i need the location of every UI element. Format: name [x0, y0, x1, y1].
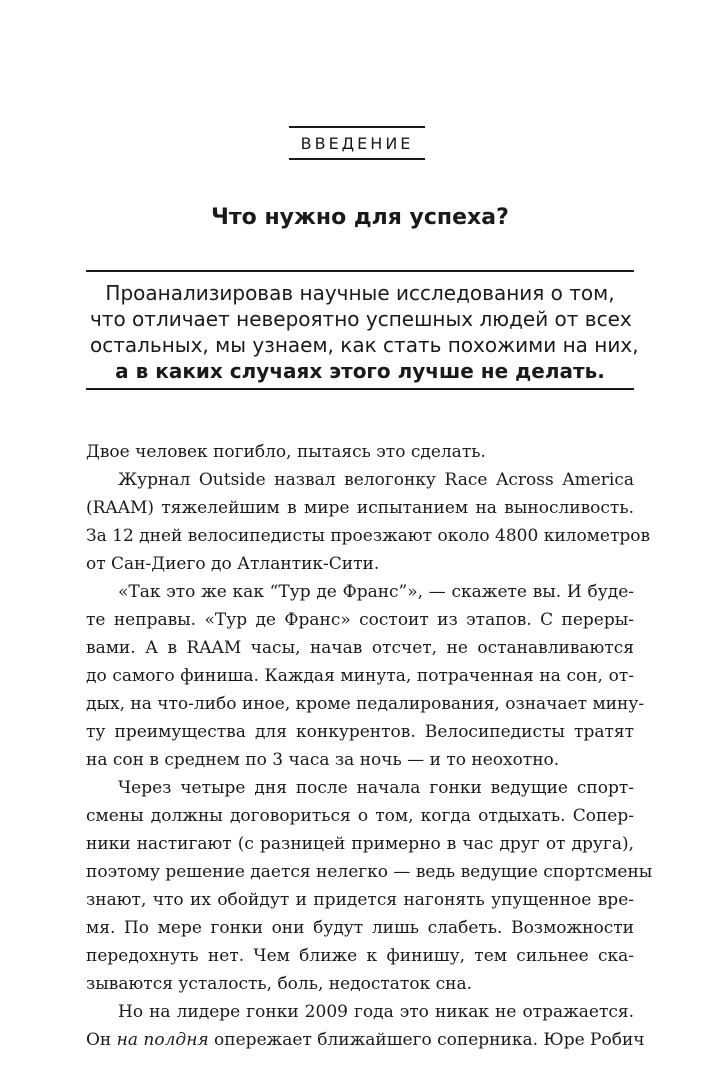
text-line: мя. По мере гонки они будут лишь слабеть. Возможности [86, 918, 634, 938]
text-line: (RAAM) тяжелейшим в мире испытанием на выносливость. [86, 498, 634, 518]
text-line: Через четыре дня после начала гонки ведущие спорт- [118, 778, 634, 798]
text-line: «Так это же как “Тур де Франс”», — скажете вы. И буде- [118, 582, 634, 602]
text-line: до самого финиша. Каждая минута, потраченная на сон, от- [86, 666, 634, 686]
text-line: от Сан-Диего до Атлантик-Сити. [86, 554, 380, 574]
lead-line: а в каких случаях этого лучше не делать. [115, 359, 605, 383]
text-line: Двое человек погибло, пытаясь это сделать. [86, 442, 486, 462]
lead-line: Проанализировав научные исследования о том, [105, 281, 615, 305]
text-line: Но на лидере гонки 2009 года это никак не отражается. [118, 1002, 634, 1022]
text-line: на сон в среднем по 3 часа за ночь — и то неохотно. [86, 750, 560, 770]
text-line: знают, что их обойдут и придется нагонять упущенное вре- [86, 890, 634, 910]
chapter-label: ВВЕДЕНИЕ [289, 126, 425, 160]
text-line: ники настигают (с разницей примерно в час друг от друга), [86, 834, 634, 854]
text-line: вами. А в RAAM часы, начав отсчет, не останавливаются [86, 638, 634, 658]
text-line: За 12 дней велосипедисты проезжают около 4800 километров [86, 526, 651, 546]
text-line: Журнал Outside назвал велогонку Race Across America [118, 470, 634, 490]
emphasis-text: на полдня [116, 1030, 209, 1050]
text-line: те неправы. «Тур де Франс» состоит из этапов. С переры- [86, 610, 634, 630]
text-line: ту преимущества для конкурентов. Велосипедисты тратят [86, 722, 634, 742]
text-line: смены должны договориться о том, когда отдыхать. Сопер- [86, 806, 634, 826]
lead-line: остальных, мы узнаем, как стать похожими на них, [90, 333, 639, 357]
lead-paragraph [86, 270, 639, 390]
text-line: зываются усталость, боль, недостаток сна. [86, 974, 472, 994]
chapter-title: Что нужно для успеха? [211, 205, 509, 230]
text-fragment: опережает ближайшего соперника. Юре Робич [208, 1030, 645, 1050]
text-fragment: Он [86, 1030, 117, 1050]
text-line [86, 1026, 645, 1054]
text-line: поэтому решение дается нелегко — ведь ведущие спортсмены [86, 862, 653, 882]
body-text [86, 438, 653, 1054]
text-line: дых, на что-либо иное, кроме педалирования, означает мину- [86, 694, 645, 714]
text-line: передохнуть нет. Чем ближе к финишу, тем сильнее ска- [86, 946, 634, 966]
lead-line: что отличает невероятно успешных людей от всех [90, 307, 632, 331]
